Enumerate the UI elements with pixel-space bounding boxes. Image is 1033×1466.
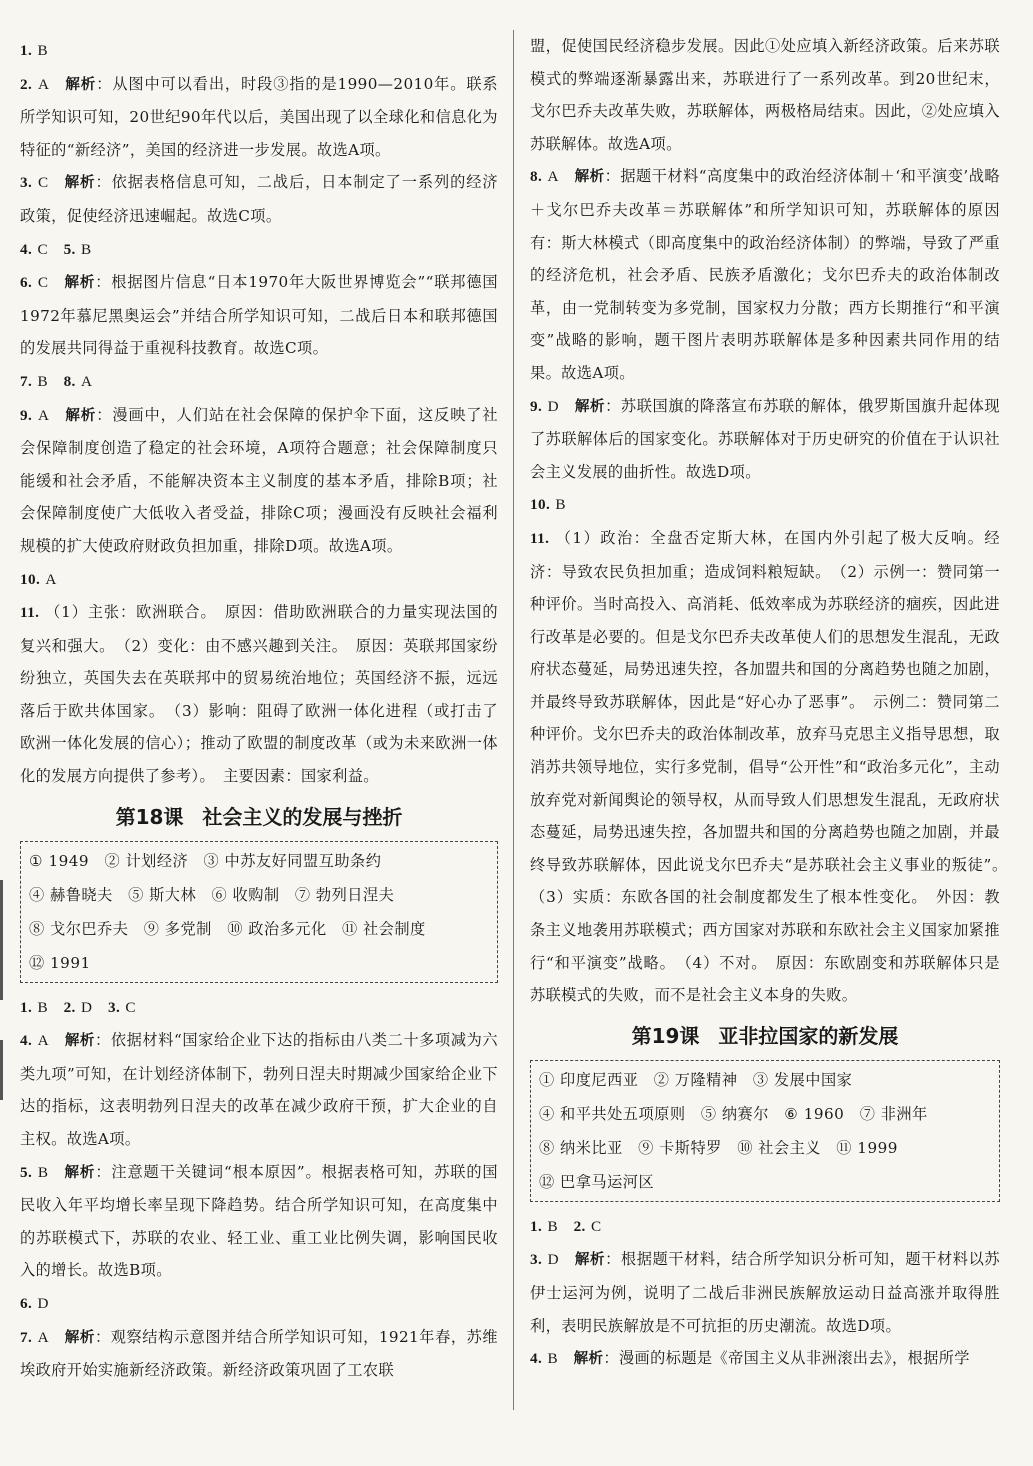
lesson-number: 第18课 xyxy=(115,804,184,829)
keyword-box xyxy=(20,841,498,983)
answer-letter: B xyxy=(555,496,566,514)
question-number: 2. xyxy=(63,998,76,1016)
answer-letter: C xyxy=(37,174,49,192)
answer-item: 3. C 解析：依据表格信息可知，二战后，日本制定了一系列的经济政策，促使经济迅速崛起。故选C项。 xyxy=(20,173,498,225)
answer-item xyxy=(530,488,1000,522)
lesson-name: 亚非拉国家的新发展 xyxy=(718,1023,899,1048)
question-number: 3. xyxy=(530,1251,543,1269)
keyword-item: ⑪ 社会制度 xyxy=(341,919,426,938)
answer-text: 漫画的标题是《帝国主义从非洲滚出去》，根据所学 xyxy=(618,1349,970,1368)
question-number: 6. xyxy=(20,1295,33,1312)
keyword-item: ⑫ 巴拿马运河区 xyxy=(539,1172,655,1191)
analysis-label: 解析 xyxy=(64,76,97,93)
question-number: 2. xyxy=(20,75,33,93)
answer-text: 从图中可以看出，时段③指的是1990—2010年。联系所学知识可知，20世纪90年代以后，美国出现了以全球化和信息化为特征的“新经济”，美国的经济进一步发展。故选A项。 xyxy=(20,74,498,159)
question-number: 8. xyxy=(530,168,543,186)
keyword-item: ⑪ 1999 xyxy=(836,1138,898,1157)
column-divider xyxy=(513,30,514,1410)
answer-item: 6. C 解析：根据图片信息“日本1970年大阪世界博览会”“联邦德国1972年慕尼黑奥运会”并结合所学知识可知，二战后日本和联邦德国的发展共同得益于重视科技教育。故选C项。 xyxy=(20,273,499,358)
answer-letter: A xyxy=(37,1032,50,1050)
answer-item: 8. A 解析：据题干材料“高度集中的政治经济体制＋‘和平演变’战略＋戈尔巴乔夫改革＝苏联解体”和所学知识可知，苏联解体的原因有：斯大林模式（即高度集中的政治经济体制）的弊端，导致了严重的经济危机，社会矛盾、民族矛盾激化；戈尔巴乔夫的政治体制改革，由一党制转变为多党制，国家权力分散；西方长期推行“和平演变”战略的影响，题干图片表明苏联解体是多种因素共同作用的结果。故选A项。 xyxy=(530,167,1000,382)
keyword-item: ⑨ 多党制 xyxy=(143,919,212,938)
question-number: 5. xyxy=(20,1163,33,1181)
question-number: 3. xyxy=(107,998,121,1016)
keyword-item: ⑤ 斯大林 xyxy=(128,885,197,904)
answer-text: 根据图片信息“日本1970年大阪世界博览会”“联邦德国1972年慕尼黑奥运会”并结合所学知识可知，二战后日本和联邦德国的发展共同得益于重视科技教育。故选C项。 xyxy=(20,273,499,358)
answer-letter: B xyxy=(37,998,48,1016)
answer-letter: D xyxy=(37,1295,49,1312)
keyword-item: ② 万隆精神 xyxy=(653,1070,738,1089)
answer-item: 4. A 解析：依据材料“国家给企业下达的指标由八类二十多项减为六类九项”可知，在计划经济体制下，勃列日涅夫时期减少国家给企业下达的指标，这表明勃列日涅夫的改革在减少政府干预，扩大企业的自主权。故选A项。 xyxy=(20,1031,498,1149)
keyword-item: ① 1949 xyxy=(29,851,90,870)
keyword-item: ④ 赫鲁晓夫 xyxy=(29,885,113,904)
keyword-item: ④ 和平共处五项原则 xyxy=(539,1104,686,1123)
answer-text: 苏联国旗的降落宣布苏联的解体，俄罗斯国旗升起体现了苏联解体后的国家变化。苏联解体对于历史研究的价值在于认识社会主义发展的曲折性。故选D项。 xyxy=(530,396,1000,481)
keyword-item: ⑥ 收购制 xyxy=(211,885,280,904)
lesson-name: 社会主义的发展与挫折 xyxy=(202,804,403,829)
answer-text: 注意题干关键词“根本原因”。根据表格可知，苏联的国民收入年平均增长率呈现下降趋势。结合所学知识可知，在高度集中的苏联模式下，苏联的农业、轻工业、重工业比例失调，影响国民收入的增长。故选B项。 xyxy=(20,1162,498,1280)
lesson-title xyxy=(20,799,498,835)
keyword-item: ⑩ 社会主义 xyxy=(737,1138,821,1157)
question-number: 6. xyxy=(20,274,33,292)
question-number: 5. xyxy=(63,240,76,258)
answer-item xyxy=(530,1210,1000,1244)
answer-item: 5. B 解析：注意题干关键词“根本原因”。根据表格可知，苏联的国民收入年平均增长率呈现下降趋势。结合所学知识可知，在高度集中的苏联模式下，苏联的农业、轻工业、重工业比例失调，影响国民收入的增长。故选B项。 xyxy=(20,1162,498,1280)
answer-text: 根据题干材料，结合所学知识分析可知，题干材料以苏伊士运河为例，说明了二战后非洲民族解放运动日益高涨并取得胜利，表明民族解放是不可抗拒的历史潮流。故选D项。 xyxy=(530,1250,1000,1335)
left-edge-mark xyxy=(0,1040,3,1100)
left-column xyxy=(20,34,498,1387)
answer-item: 2. A 解析：从图中可以看出，时段③指的是1990—2010年。联系所学知识可知，20世纪90年代以后，美国出现了以全球化和信息化为特征的“新经济”，美国的经济进一步发展。故选A项。 xyxy=(20,74,498,159)
answer-text: 依据表格信息可知，二战后，日本制定了一系列的经济政策，促使经济迅速崛起。故选C项。 xyxy=(20,173,498,225)
answer-letter: C xyxy=(37,240,48,258)
answer-letter: C xyxy=(591,1217,602,1235)
analysis-label: 解析 xyxy=(64,407,97,424)
question-number: 10. xyxy=(20,570,41,588)
lesson-title xyxy=(530,1018,1000,1054)
keyword-item: ⑩ 政治多元化 xyxy=(227,919,327,938)
analysis-label: 解析 xyxy=(574,1252,606,1269)
answer-letter: B xyxy=(37,372,48,390)
answer-letter: B xyxy=(81,240,92,258)
question-number: 1. xyxy=(20,42,33,59)
answer-text: 观察结构示意图并结合所学知识可知，1921年春，苏维埃政府开始实施新经济政策。新经济政策巩固了工农联 xyxy=(20,1327,498,1380)
keyword-item: ③ 发展中国家 xyxy=(752,1070,853,1089)
answer-letter: B xyxy=(37,1163,49,1181)
answer-list xyxy=(530,30,1016,1012)
keyword-item: ⑦ 非洲年 xyxy=(859,1104,928,1123)
answer-list xyxy=(530,1210,1000,1376)
keyword-item: ⑨ 卡斯特罗 xyxy=(638,1138,722,1157)
answer-item: 9. D 解析：苏联国旗的降落宣布苏联的解体，俄罗斯国旗升起体现了苏联解体后的国家变化。苏联解体对于历史研究的价值在于认识社会主义发展的曲折性。故选D项。 xyxy=(530,396,1000,481)
question-number: 7. xyxy=(20,372,33,390)
answer-letter: A xyxy=(37,1328,49,1346)
keyword-item: ② 计划经济 xyxy=(104,851,189,870)
answer-letter: C xyxy=(37,274,49,292)
keyword-item: ⑫ 1991 xyxy=(29,953,91,972)
answer-letter: B xyxy=(37,42,48,59)
answer-text: 漫画中，人们站在社会保障的保护伞下面，这反映了社会保障制度创造了稳定的社会环境，A项符合题意；社会保障制度只能缓和社会矛盾，不能解决资本主义制度的基本矛盾，排除B项；社会保障制度使广大低收入者受益，排除C项；漫画没有反映社会福利规模的扩大使政府财政负担加重，排除D项。故选A项。 xyxy=(20,405,498,555)
question-number: 1. xyxy=(20,998,33,1016)
answer-item xyxy=(530,522,1016,1012)
answer-item xyxy=(20,596,498,793)
keyword-item: ⑦ 勃列日涅夫 xyxy=(294,885,395,904)
keyword-item: ⑤ 纳赛尔 xyxy=(700,1104,769,1123)
answer-letter: D xyxy=(81,998,93,1016)
answer-letter: A xyxy=(37,75,50,93)
answer-text: 盟，促使国民经济稳步发展。因此①处应填入新经济政策。后来苏联模式的弊端逐渐暴露出来，苏联进行了一系列改革。到20世纪末，戈尔巴乔夫改革失败，苏联解体，两极格局结束。因此，②处应填入苏联解体。故选A项。 xyxy=(530,37,1000,153)
answer-item xyxy=(530,30,1000,160)
keyword-item: ⑧ 戈尔巴乔夫 xyxy=(29,919,129,938)
lesson-number: 第19课 xyxy=(631,1023,700,1048)
answer-letter: A xyxy=(81,372,93,390)
answer-letter: D xyxy=(547,1251,560,1269)
question-number: 4. xyxy=(20,240,33,258)
question-number: 11. xyxy=(530,529,550,547)
answer-item xyxy=(20,1287,498,1321)
keyword-item: ① 印度尼西亚 xyxy=(539,1070,639,1089)
analysis-label: 解析 xyxy=(64,1164,96,1181)
question-number: 8. xyxy=(63,372,76,390)
answer-text: （1）政治：全盘否定斯大林，在国内外引起了极大反响。经济：导致农民负担加重；造成饲料粮短缺。 （2）示例一：赞同第一种评价。当时高投入、高消耗、低效率成为苏联经济的痼疾，因此进行改革是必要的。但是戈尔巴乔夫改革使人们的思想发生混乱，无政府状态蔓延，局势迅速失控，各加盟共和国的分离趋势也随之加剧，并最终导致苏联解体，因此是“好心办了恶事”。 示例二：赞同第二种评价。戈尔巴乔夫的政治体制改革，放弃马克思主义指导思想，取消苏共领导地位，实行多党制，倡导“公开性”和“政治多元化”，主动放弃党对新闻舆论的领导权，从而导致人们思想发生混乱，无政府状态蔓延，局势迅速失控，各加盟共和国的分离趋势也随之加剧，并最终导致苏联解体，因此说戈尔巴乔夫“是苏联社会主义事业的叛徒”。 （3）实质：东欧各国的社会制度都发生了根本性变化。 外因：教条主义地袭用苏联模式；西方国家对苏联和东欧社会主义国家加紧推行“和平演变”战略。 （4）不对。 原因：东欧剧变和苏联解体只是苏联模式的失败，而不是社会主义本身的失败。 xyxy=(530,528,1016,1005)
answer-text: 据题干材料“高度集中的政治经济体制＋‘和平演变’战略＋戈尔巴乔夫改革＝苏联解体”和所学知识可知，苏联解体的原因有：斯大林模式（即高度集中的政治经济体制）的弊端，导致了严重的经济危机，社会矛盾、民族矛盾激化；戈尔巴乔夫的政治体制改革，由一党制转变为多党制，国家权力分散；西方长期推行“和平演变”战略的影响，题干图片表明苏联解体是多种因素共同作用的结果。故选A项。 xyxy=(530,167,1000,382)
analysis-label: 解析 xyxy=(574,398,606,415)
answer-item xyxy=(20,563,498,597)
answer-letter: B xyxy=(547,1217,558,1235)
answer-letter: A xyxy=(547,168,559,186)
keyword-item: ③ 中苏友好同盟互助条约 xyxy=(203,851,382,870)
analysis-label: 解析 xyxy=(64,175,96,192)
answer-list xyxy=(20,991,498,1387)
left-edge-mark xyxy=(0,880,3,1000)
question-number: 1. xyxy=(530,1217,543,1235)
question-number: 4. xyxy=(20,1032,33,1050)
answer-letter: A xyxy=(45,570,57,588)
answer-item xyxy=(20,365,498,399)
question-number: 2. xyxy=(573,1217,586,1235)
answer-letter: D xyxy=(547,397,560,415)
right-column xyxy=(530,30,1016,1376)
answer-item: 7. A 解析：观察结构示意图并结合所学知识可知，1921年春，苏维埃政府开始实施新经济政策。新经济政策巩固了工农联 xyxy=(20,1327,498,1380)
analysis-label: 解析 xyxy=(64,1329,95,1346)
answer-item: 9. A 解析：漫画中，人们站在社会保障的保护伞下面，这反映了社会保障制度创造了稳定的社会环境，A项符合题意；社会保障制度只能缓和社会矛盾，不能解决资本主义制度的基本矛盾，排除B项；社会保障制度使广大低收入者受益，排除C项；漫画没有反映社会福利规模的扩大使政府财政负担加重，排除D项。故选A项。 xyxy=(20,405,498,555)
answer-item xyxy=(20,34,498,68)
question-number: 9. xyxy=(530,397,543,415)
answer-letter: A xyxy=(37,406,50,424)
keyword-item: ⑥ 1960 xyxy=(784,1104,845,1123)
analysis-label: 解析 xyxy=(573,1351,604,1368)
answer-text: 依据材料“国家给企业下达的指标由八类二十多项减为六类九项”可知，在计划经济体制下，勃列日涅夫时期减少国家给企业下达的指标，这表明勃列日涅夫的改革在减少政府干预，扩大企业的自主权。故选A项。 xyxy=(20,1031,498,1149)
answer-item xyxy=(20,233,498,267)
analysis-label: 解析 xyxy=(64,275,96,292)
answer-text: （1）主张：欧洲联合。 原因：借助欧洲联合的力量实现法国的复兴和强大。 （2）变化：由不感兴趣到关注。 原因：英联邦国家纷纷独立，英国失去在英联邦中的贸易统治地位；英国经济不振，远远落后于欧共体国家。 （3）影响：阻碍了欧洲一体化进程（或打击了欧洲一体化发展的信心）；推动了欧盟的制度改革（或为未来欧洲一体化的发展方向提供了参考）。 主要因素：国家利益。 xyxy=(20,603,498,786)
question-number: 11. xyxy=(20,604,40,622)
question-number: 9. xyxy=(20,406,33,424)
answer-letter: B xyxy=(547,1350,558,1368)
answer-item xyxy=(20,991,498,1025)
answer-list xyxy=(20,34,498,793)
analysis-label: 解析 xyxy=(574,169,605,186)
answer-item: 4. B 解析：漫画的标题是《帝国主义从非洲滚出去》，根据所学 xyxy=(530,1349,970,1368)
question-number: 10. xyxy=(530,496,551,514)
answer-item: 3. D 解析：根据题干材料，结合所学知识分析可知，题干材料以苏伊士运河为例，说明了二战后非洲民族解放运动日益高涨并取得胜利，表明民族解放是不可抗拒的历史潮流。故选D项。 xyxy=(530,1250,1000,1335)
keyword-box xyxy=(530,1060,1000,1202)
answer-letter: C xyxy=(125,998,136,1016)
keyword-item: ⑧ 纳米比亚 xyxy=(539,1138,623,1157)
analysis-label: 解析 xyxy=(64,1033,96,1050)
question-number: 3. xyxy=(20,174,33,192)
question-number: 4. xyxy=(530,1350,543,1368)
question-number: 7. xyxy=(20,1328,33,1346)
